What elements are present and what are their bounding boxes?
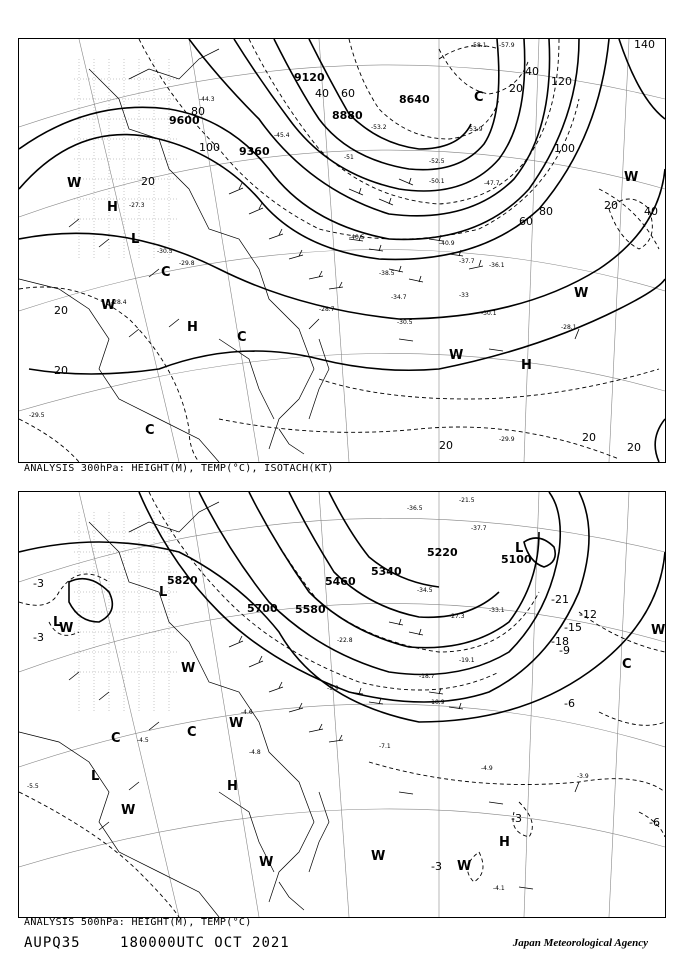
isotach-label: 140 xyxy=(634,39,655,51)
map-300hpa xyxy=(18,38,666,463)
chart-footer xyxy=(24,935,290,951)
temp-label: -29.5 xyxy=(29,412,45,419)
isotach-label: 20 xyxy=(141,175,155,188)
height-label: 8640 xyxy=(399,93,430,106)
center-symbol: C xyxy=(161,265,171,280)
height-contours xyxy=(19,492,665,722)
temp-label: -10.9 xyxy=(429,699,445,706)
low-center: L xyxy=(53,615,62,630)
temp-label: -22.8 xyxy=(337,637,353,644)
isotach-label: 80 xyxy=(539,205,553,218)
temp-label: -29.9 xyxy=(499,436,515,443)
temp-label: -37.7 xyxy=(471,525,487,532)
center-symbol: C xyxy=(111,731,121,746)
temp-label: -36.1 xyxy=(489,262,505,269)
temp-label: -28.7 xyxy=(319,306,335,313)
isotach-label: 80 xyxy=(191,105,205,118)
height-label: 5820 xyxy=(167,574,198,587)
high-center: H xyxy=(187,320,198,335)
temp-label: -47.7 xyxy=(484,180,500,187)
temp-label: -33 xyxy=(459,292,469,299)
temp-label: -38.5 xyxy=(379,270,395,277)
temp-label: -19.1 xyxy=(459,657,475,664)
isotach-label: 20 xyxy=(582,431,596,444)
low-center: L xyxy=(131,232,140,247)
temp-label: -34.5 xyxy=(417,587,433,594)
isotach-label: 100 xyxy=(199,141,220,154)
isotach-label: 100 xyxy=(554,142,575,155)
temp-label: -28.4 xyxy=(111,299,127,306)
high-center: H xyxy=(499,835,510,850)
temp-label: -9.9 xyxy=(327,685,339,692)
center-symbol: W xyxy=(181,661,196,676)
center-symbol: C xyxy=(474,90,484,105)
temp-label: -27.3 xyxy=(129,202,145,209)
temp-label: -3.9 xyxy=(577,773,589,780)
temp-label: -40.5 xyxy=(349,234,365,241)
isotach-label: 20 xyxy=(604,199,618,212)
temp-label: -4.5 xyxy=(137,737,149,744)
temp-label: -4.1 xyxy=(493,885,505,892)
coastline xyxy=(19,502,329,917)
center-symbol: W xyxy=(449,348,464,363)
center-symbol: W xyxy=(624,170,639,185)
isotach-label: 20 xyxy=(439,439,453,452)
center-symbol: W xyxy=(229,716,244,731)
temp-label: -40.9 xyxy=(439,240,455,247)
temp-label: -52.5 xyxy=(429,158,445,165)
temp-label: -33.1 xyxy=(489,607,505,614)
temp-label: -30.5 xyxy=(397,319,413,326)
isotach-label: 40 xyxy=(315,87,329,100)
temp-label: -53.2 xyxy=(371,124,387,131)
low-center: L xyxy=(515,541,524,556)
high-center: H xyxy=(227,779,238,794)
temp-label: -15 xyxy=(564,621,582,634)
temp-label: -44.3 xyxy=(199,96,215,103)
height-label: 5580 xyxy=(295,603,326,616)
temp-label: -6 xyxy=(649,816,660,829)
height-label: 5460 xyxy=(325,575,356,588)
temp-label: -36.5 xyxy=(407,505,423,512)
caption-500hpa: ANALYSIS 500hPa: HEIGHT(M), TEMP(°C) xyxy=(24,917,252,928)
center-symbol: W xyxy=(101,298,116,313)
center-symbol: W xyxy=(371,849,386,864)
temp-label: -5.5 xyxy=(27,783,39,790)
center-symbol: W xyxy=(574,286,589,301)
temp-label: -30.1 xyxy=(481,310,497,317)
temp-label: -53.9 xyxy=(467,126,483,133)
temp-label: -29.8 xyxy=(179,260,195,267)
temp-label: -3 xyxy=(33,577,44,590)
temp-label: -58.1 xyxy=(471,42,487,49)
temp-label: -12 xyxy=(579,608,597,621)
center-symbol: C xyxy=(237,330,247,345)
temp-label: -4.6 xyxy=(241,709,253,716)
center-symbol: W xyxy=(457,859,472,874)
high-center: H xyxy=(521,358,532,373)
center-symbol: C xyxy=(145,423,155,438)
temp-label: -37.7 xyxy=(459,258,475,265)
temp-label: -27.3 xyxy=(449,613,465,620)
center-symbol: W xyxy=(651,623,665,638)
temp-label: -4.9 xyxy=(481,765,493,772)
center-symbol: C xyxy=(622,657,632,672)
isotach-label: 120 xyxy=(551,75,572,88)
height-label: 5100 xyxy=(501,553,532,566)
temp-label: -4.8 xyxy=(249,749,261,756)
temp-label: -3 xyxy=(431,860,442,873)
center-symbol: C xyxy=(187,725,197,740)
low-center: L xyxy=(159,585,168,600)
height-label: 9120 xyxy=(294,71,325,84)
height-label: 5700 xyxy=(247,602,278,615)
temp-label: -18.7 xyxy=(419,673,435,680)
map-300hpa-chart xyxy=(19,39,665,462)
temp-label: -6 xyxy=(564,697,575,710)
center-symbol: W xyxy=(59,621,74,636)
isotach-label: 20 xyxy=(509,82,523,95)
height-label: 8880 xyxy=(332,109,363,122)
temp-label: -21.5 xyxy=(459,497,475,504)
isotach-label: 20 xyxy=(54,364,68,377)
center-symbol: W xyxy=(67,176,82,191)
height-label: 5220 xyxy=(427,546,458,559)
isotach-label: 60 xyxy=(519,215,533,228)
height-label: 9360 xyxy=(239,145,270,158)
isotach-label: 20 xyxy=(627,441,641,454)
temp-label: -7.1 xyxy=(379,743,391,750)
isotach-label: 40 xyxy=(525,65,539,78)
temp-label: -45.4 xyxy=(274,132,290,139)
temp-label: -57.9 xyxy=(499,42,515,49)
center-symbol: W xyxy=(259,855,274,870)
temp-label: -3 xyxy=(511,812,522,825)
temp-label: -30.5 xyxy=(157,248,173,255)
temp-label: -34.7 xyxy=(391,294,407,301)
temp-label: -9 xyxy=(559,644,570,657)
map-500hpa-chart xyxy=(19,492,665,917)
isotach-label: 20 xyxy=(54,304,68,317)
temp-label: -21 xyxy=(551,593,569,606)
caption-300hpa: ANALYSIS 300hPa: HEIGHT(M), TEMP(°C), ISOTACH(KT) xyxy=(24,463,334,474)
isotach-label: 40 xyxy=(644,205,658,218)
temp-label: -50.1 xyxy=(429,178,445,185)
center-symbol: W xyxy=(121,803,136,818)
height-label: 5340 xyxy=(371,565,402,578)
analysis-datetime: 180000UTC OCT 2021 xyxy=(120,935,290,951)
map-500hpa xyxy=(18,491,666,918)
chart-code: AUPQ35 xyxy=(24,935,81,951)
agency-name: Japan Meteorological Agency xyxy=(512,937,648,949)
temp-label: -18 xyxy=(551,635,569,648)
height-label: 9600 xyxy=(169,114,200,127)
isotach-label: 60 xyxy=(341,87,355,100)
high-center: H xyxy=(107,200,118,215)
temp-label: -28.1 xyxy=(561,324,577,331)
low-center: L xyxy=(91,769,100,784)
temp-label: -3 xyxy=(33,631,44,644)
temp-label: -51 xyxy=(344,154,354,161)
